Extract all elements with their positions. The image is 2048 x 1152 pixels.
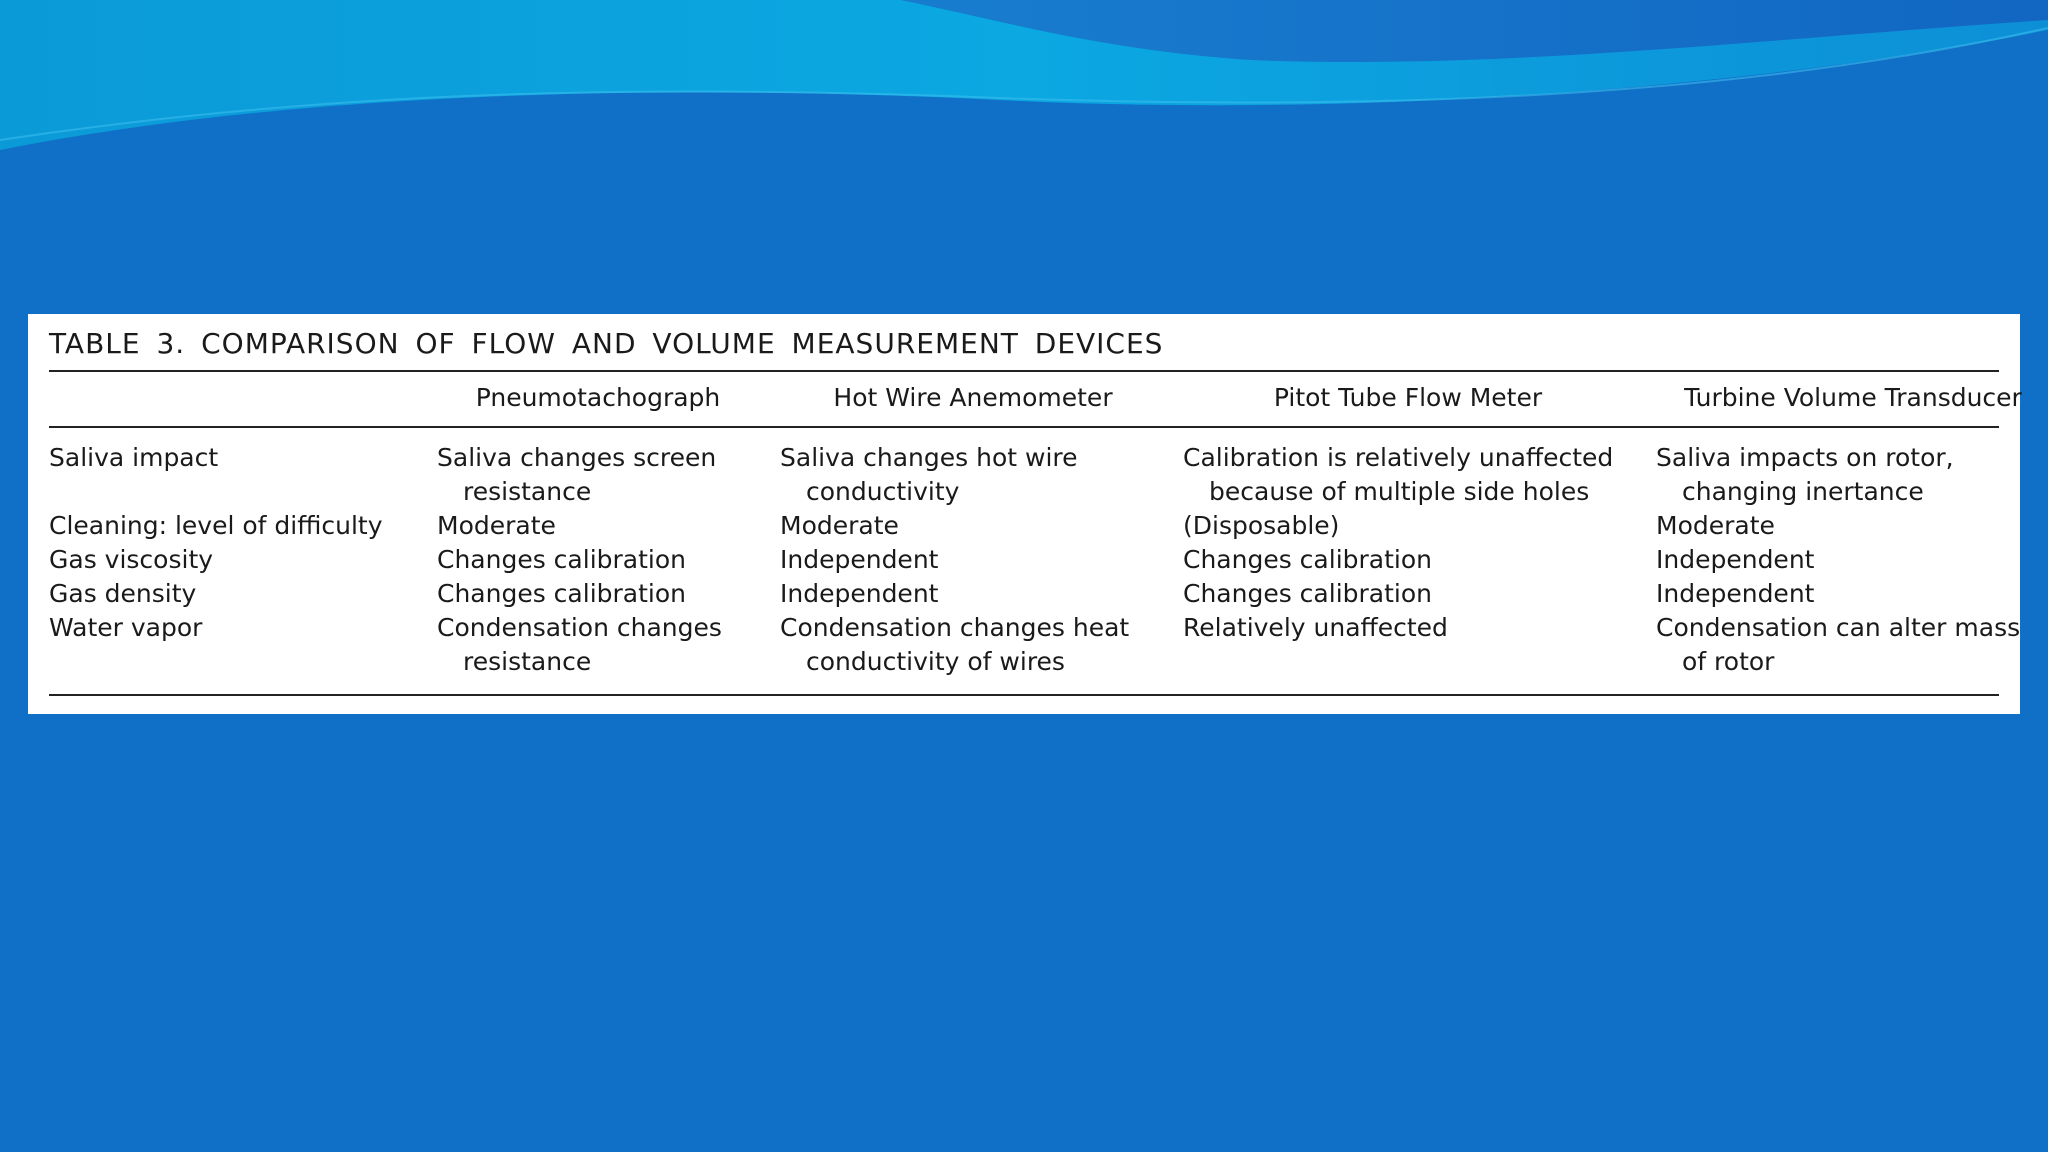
cell-pitot-gas-density: Changes calibration: [1183, 579, 1432, 608]
cell-pneumo-water-vapor: Condensation changes resistance: [437, 613, 722, 676]
comparison-table: [28, 314, 2020, 714]
table-top-rule: [49, 370, 1999, 372]
row-label-gas-density: Gas density: [49, 579, 197, 608]
cell-pitot-cleaning: (Disposable): [1183, 511, 1340, 540]
row-label-saliva-impact: Saliva impact: [49, 443, 219, 472]
cell-hotwire-saliva-impact: Saliva changes hot wire conductivity: [780, 443, 1078, 506]
cell-hotwire-gas-viscosity: Independent: [780, 545, 939, 574]
cell-pneumo-gas-viscosity: Changes calibration: [437, 545, 686, 574]
cell-hotwire-cleaning: Moderate: [780, 511, 899, 540]
cell-pitot-gas-viscosity: Changes calibration: [1183, 545, 1432, 574]
table-bottom-rule: [49, 694, 1999, 696]
column-header-turbine-volume-transducer: Turbine Volume Transducer: [1684, 383, 2022, 412]
cell-pitot-water-vapor: Relatively unaffected: [1183, 613, 1448, 642]
column-header-hot-wire-anemometer: Hot Wire Anemometer: [833, 383, 1113, 412]
row-label-water-vapor: Water vapor: [49, 613, 203, 642]
row-label-cleaning: Cleaning: level of difficulty: [49, 511, 383, 540]
cell-turbine-saliva-impact: Saliva impacts on rotor, changing inertance: [1656, 443, 1954, 506]
row-label-gas-viscosity: Gas viscosity: [49, 545, 214, 574]
cell-turbine-gas-viscosity: Independent: [1656, 545, 1815, 574]
cell-pneumo-cleaning: Moderate: [437, 511, 556, 540]
column-header-pitot-tube-flow-meter: Pitot Tube Flow Meter: [1273, 383, 1543, 412]
cell-hotwire-gas-density: Independent: [780, 579, 939, 608]
table-header-rule: [49, 426, 1999, 428]
cell-pneumo-saliva-impact: Saliva changes screen resistance: [437, 443, 717, 506]
table-title: TABLE 3. COMPARISON OF FLOW AND VOLUME MEASUREMENT DEVICES: [49, 327, 1164, 360]
cell-turbine-cleaning: Moderate: [1656, 511, 1775, 540]
column-header-pneumotachograph: Pneumotachograph: [475, 383, 721, 412]
cell-turbine-water-vapor: Condensation can alter mass of rotor: [1656, 613, 2021, 676]
cell-hotwire-water-vapor: Condensation changes heat conductivity of wires: [780, 613, 1130, 676]
cell-pneumo-gas-density: Changes calibration: [437, 579, 686, 608]
cell-turbine-gas-density: Independent: [1656, 579, 1815, 608]
cell-pitot-saliva-impact: Calibration is relatively unaffected because of multiple side holes: [1183, 443, 1614, 506]
